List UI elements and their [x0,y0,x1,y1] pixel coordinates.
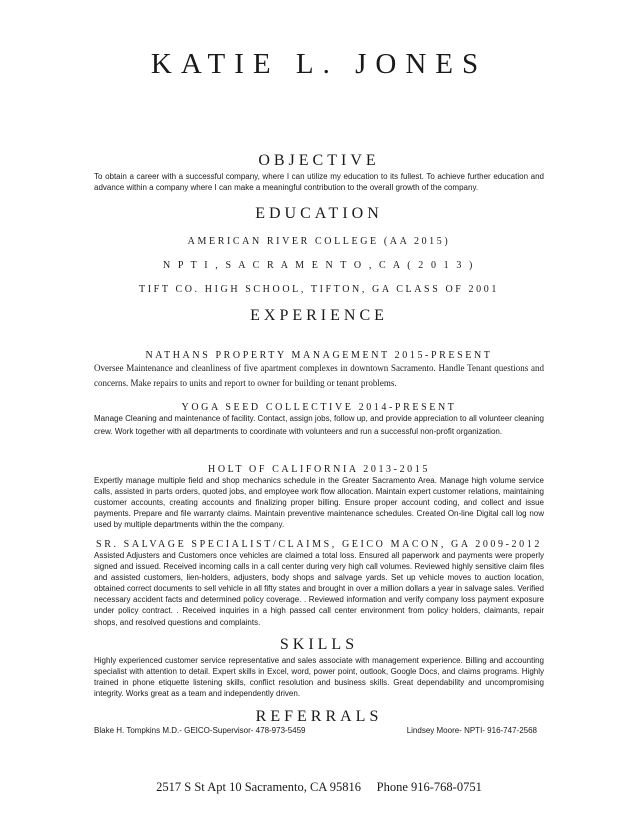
job-title: NATHANS PROPERTY MANAGEMENT 2015-PRESENT [145,350,493,361]
experience-heading: EXPERIENCE [250,307,388,324]
objective-text: To obtain a career with a successful company, where I can utilize my education to its fullest. To achieve further education and advance within a company where I can make a meaningful contribution to the overall growth of the company. [94,172,544,193]
job-title: HOLT OF CALIFORNIA 2013-2015 [208,464,430,475]
job-description: Assisted Adjusters and Customers once vehicles are claimed a total loss. Ensured all paperwork and payments were properly signed and issued. Received incoming calls in a call center during very high call volumes. Reviewed highly sensitive claim files and assisted customers, lien-holders, adjusters, body shops and salvage yards. Set up vehicle moves to auction location, obtained correct documents to sell vehicle in all fifty states and brought in over a million dollars a year in salvage sales. Verified necessary accident facts and determined policy coverage. . Reviewed information and verify company loss payment exposure under policy contract. . Received inquiries in a high passed call center environment from policy holders, claimants, repair shops, and resolved questions and complaints. [94,551,544,627]
skills-text: Highly experienced customer service representative and sales associate with management experience. Billing and accounting specialist with attention to detail. Expert skills in Excel, word, power point, outlook, Google Docs, and claims programs. Highly trained in phone etiquette listening skills, conflict resolution and business skills. Great dependability and uncompromising integrity. Works great as a team and independently driven. [94,656,544,699]
job-title: SR. SALVAGE SPECIALIST/CLAIMS, GEICO MACON, GA 2009-2012 [96,539,542,550]
education-item: AMERICAN RIVER COLLEGE (AA 2015) [187,236,451,247]
education-item: TIFT CO. HIGH SCHOOL, TIFTON, GA CLASS OF 2001 [139,284,499,295]
education-item: N P T I , S A C R A M E N T O , C A ( 2 0 1 3 ) [163,260,475,271]
candidate-name: KATIE L. JONES [150,48,488,80]
job-description: Expertly manage multiple field and shop mechanics schedule in the Greater Sacramento Area. Manage high volume service calls, assisted in parts orders, quoted jobs, and employee work flow allocation. Maintain expert customer relations, maintaining customer accounts, creating accounts and finalizing proper billing. Ensure proper account coding, and collect and issue payments. Prepare and file warranty claims. Maintain preventive maintenance schedules. Created On-line Digital call log now used by multiple departments within the the company. [94,476,544,530]
job-description: Manage Cleaning and maintenance of facility. Contact, assign jobs, follow up, and provide appreciation to all volunteer cleaning crew. Work together with all departments to coordinate with volunteers and run a successful non-profit organization. [94,414,544,436]
education-heading: EDUCATION [255,205,383,222]
referrals-heading: REFERRALS [255,708,383,725]
skills-heading: SKILLS [279,636,359,653]
job-title: YOGA SEED COLLECTIVE 2014-PRESENT [181,402,457,413]
job-description: Oversee Maintenance and cleanliness of five apartment complexes in downtown Sacramento. Handle Tenant questions and concerns. Make repairs to units and report to owner for building or tenant problems. [94,363,544,388]
contact-footer: 2517 S St Apt 10 Sacramento, CA 95816 Phone 916-768-0751 [156,780,482,794]
referral-left: Blake H. Tompkins M.D.- GEICO-Supervisor- 478-973-5459 [94,726,306,735]
referral-right: Lindsey Moore- NPTI- 916-747-2568 [406,726,537,735]
objective-heading: OBJECTIVE [258,152,380,169]
